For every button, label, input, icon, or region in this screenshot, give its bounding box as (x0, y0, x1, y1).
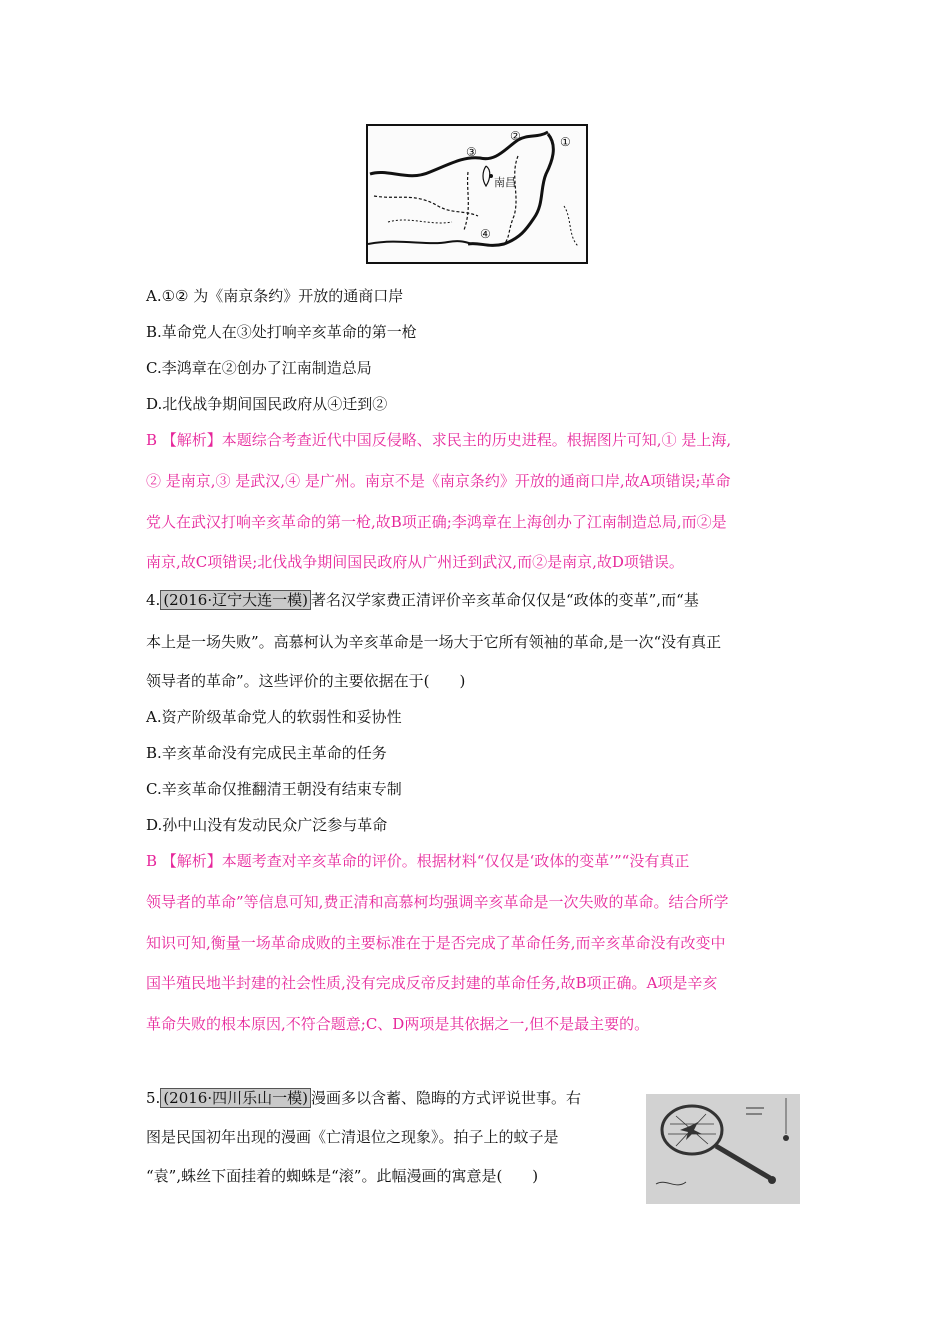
spider-body (783, 1135, 789, 1141)
q4-answer-line-3: 知识可知,衡量一场革命成败的主要标准在于是否完成了革命任务,而辛亥革命没有改变中 (146, 934, 726, 952)
q3-answer-line-4: 南京,故C项错误;北伐战争期间国民政府从广州迁到武汉,而②是南京,故D项错误。 (146, 553, 684, 571)
q4-option-b: B.辛亥革命没有完成民主革命的任务 (146, 744, 387, 762)
map-marker-3: ③ (466, 145, 477, 159)
q4-answer-line-2: 领导者的革命”等信息可知,费正清和高慕柯均强调辛亥革命是一次失败的革命。结合所学 (146, 893, 729, 911)
cartoon-image (646, 1094, 800, 1204)
q3-option-d: D.北伐战争期间国民政府从④迁到② (146, 395, 388, 413)
map-marker-2: ② (510, 129, 521, 143)
q3-option-a: A.①② 为《南京条约》开放的通商口岸 (146, 287, 404, 305)
q4-stem-line-2: 本上是一场失败”。高慕柯认为辛亥革命是一场大于它所有领袖的革命,是一次“没有真正 (146, 633, 722, 651)
q5-stem-line-1 (146, 1087, 581, 1108)
q4-answer-line-1: B 【解析】本题考查对辛亥革命的评价。根据材料“仅仅是‘政体的变革’”“没有真正 (146, 852, 690, 870)
q4-option-c: C.辛亥革命仅推翻清王朝没有结束专制 (146, 780, 402, 798)
lake-poyang (483, 166, 490, 186)
handle-end (768, 1176, 776, 1184)
q5-stem-text: 漫画多以含蓄、隐晦的方式评说世事。右 (310, 1089, 581, 1107)
q3-option-c: C.李鸿章在②创办了江南制造总局 (146, 359, 372, 377)
nanchang-dot (489, 174, 493, 178)
province-line-3 (504, 156, 518, 244)
q5-stem-line-3: “袁”,蛛丝下面挂着的蜘蛛是“滚”。此幅漫画的寓意是( ) (146, 1167, 539, 1185)
q4-option-a: A.资产阶级革命党人的软弱性和妥协性 (146, 708, 402, 726)
border-east (564, 206, 578, 246)
q5-source-tag: (2016·四川乐山一模) (160, 1088, 311, 1108)
q4-stem-text: 著名汉学家费正清评价辛亥革命仅仅是“政体的变革”,而“基 (310, 591, 699, 609)
q4-option-d: D.孙中山没有发动民众广泛参与革命 (146, 816, 388, 834)
q4-source-tag: (2016·辽宁大连一模) (160, 590, 311, 610)
q3-answer-line-1: B 【解析】本题综合考查近代中国反侵略、求民主的历史进程。根据图片可知,① 是上海, (146, 431, 732, 449)
q4-answer-line-4: 国半殖民地半封建的社会性质,没有完成反帝反封建的革命任务,故B项正确。A项是辛亥 (146, 974, 718, 992)
province-line-1 (374, 196, 478, 216)
q4-answer-line-5: 革命失败的根本原因,不符合题意;C、D两项是其依据之一,但不是最主要的。 (146, 1015, 650, 1033)
q4-number: 4. (146, 591, 161, 609)
q4-stem-line-1 (146, 589, 699, 610)
q4-stem-line-3: 领导者的革命”。这些评价的主要依据在于( ) (146, 672, 466, 690)
yangtze-river (370, 132, 548, 176)
china-southeast-map (366, 124, 588, 264)
q3-answer-line-3: 党人在武汉打响辛亥革命的第一枪,故B项正确;李鸿章在上海创办了江南制造总局,而②是 (146, 513, 727, 531)
map-marker-4: ④ (480, 227, 491, 241)
map-marker-1: ① (560, 135, 571, 149)
cartoon-drawing (646, 1094, 800, 1204)
q5-number: 5. (146, 1089, 161, 1107)
q5-stem-line-2: 图是民国初年出现的漫画《亡清退位之现象》。拍子上的蚊子是 (146, 1128, 559, 1146)
map-city-label: 南昌 (494, 176, 516, 189)
province-line-4 (388, 220, 452, 223)
q3-answer-line-2: ② 是南京,③ 是武汉,④ 是广州。南京不是《南京条约》开放的通商口岸,故A项错误;革命 (146, 472, 731, 490)
q3-option-b: B.革命党人在③处打响辛亥革命的第一枪 (146, 323, 417, 341)
south-border (368, 241, 472, 244)
province-line-2 (464, 172, 468, 230)
map-drawing (368, 126, 586, 262)
